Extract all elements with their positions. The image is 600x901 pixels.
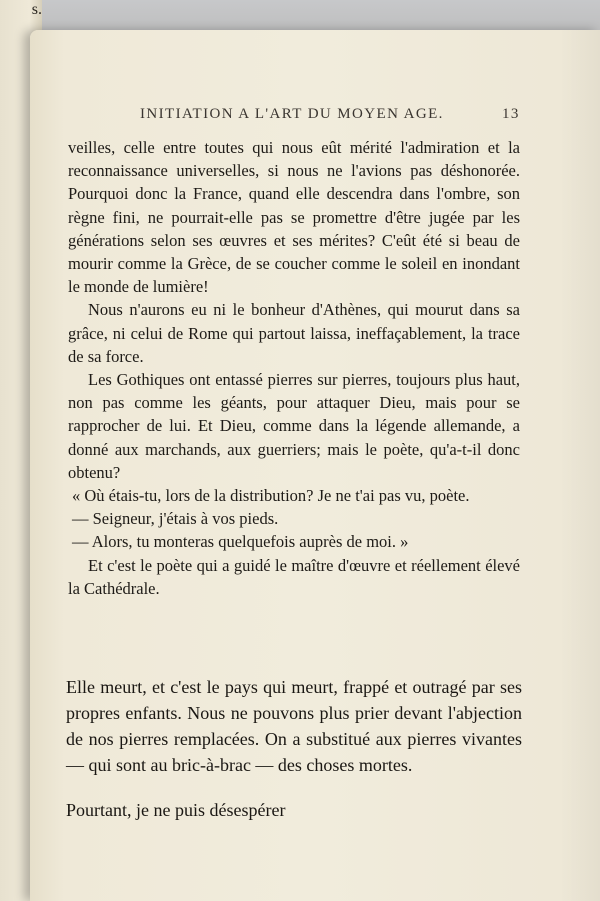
closing-line: Pourtant, je ne puis désespérer: [66, 800, 286, 820]
quote-line: — Alors, tu monteras quelquefois auprès de moi. »: [72, 532, 409, 552]
paragraph: Elle meurt, et c'est le pays qui meurt, frappé et outragé par ses propres enfants. Nous ne pouvons plus prier devant l'abjection de nos pierres remplacées. On a substitué aux pierres vivantes — qui sont au bric-à-brac — des choses mortes.: [66, 677, 522, 775]
left-fragment: s.: [31, 1, 42, 18]
running-head: [140, 106, 540, 128]
page-number: 13: [502, 106, 520, 122]
paragraph: Et c'est le poète qui a guidé le maître d'œuvre et réellement élevé la Cathédrale.: [68, 555, 520, 598]
body-text: [68, 136, 520, 600]
paragraph: veilles, celle entre toutes qui nous eût mérité l'admiration et la reconnaissance universelles, si nous ne l'avions pas déshonorée. Pourquoi donc la France, quand elle descendra dans l'ombre, son règne fini, ne pourrait-elle pas se promettre d'être jugée par les générations selon ses œuvres et ses mérites? C'eût été si beau de mourir comme la Grèce, de se coucher comme le soleil en inondant le monde de lumière!: [68, 138, 520, 297]
quote-line: — Seigneur, j'étais à vos pieds.: [72, 509, 279, 529]
paragraph: Nous n'aurons eu ni le bonheur d'Athènes, qui mourut dans sa grâce, ni celui de Rome qui partout laissa, ineffaçablement, la trace de sa force.: [68, 300, 520, 366]
paragraph: Les Gothiques ont entassé pierres sur pierres, toujours plus haut, non pas comme les géants, pour attaquer Dieu, mais pour se rapprocher de lui. Et Dieu, comme dans la légende allemande, a donné aux marchands, aux guerriers; mais le poète, qu'a-t-il donc obtenu?: [68, 370, 520, 482]
running-head-title: INITIATION A L'ART DU MOYEN AGE.: [140, 106, 444, 122]
quote-line: « Où étais-tu, lors de la distribution? Je ne t'ai pas vu, poète.: [72, 486, 470, 506]
